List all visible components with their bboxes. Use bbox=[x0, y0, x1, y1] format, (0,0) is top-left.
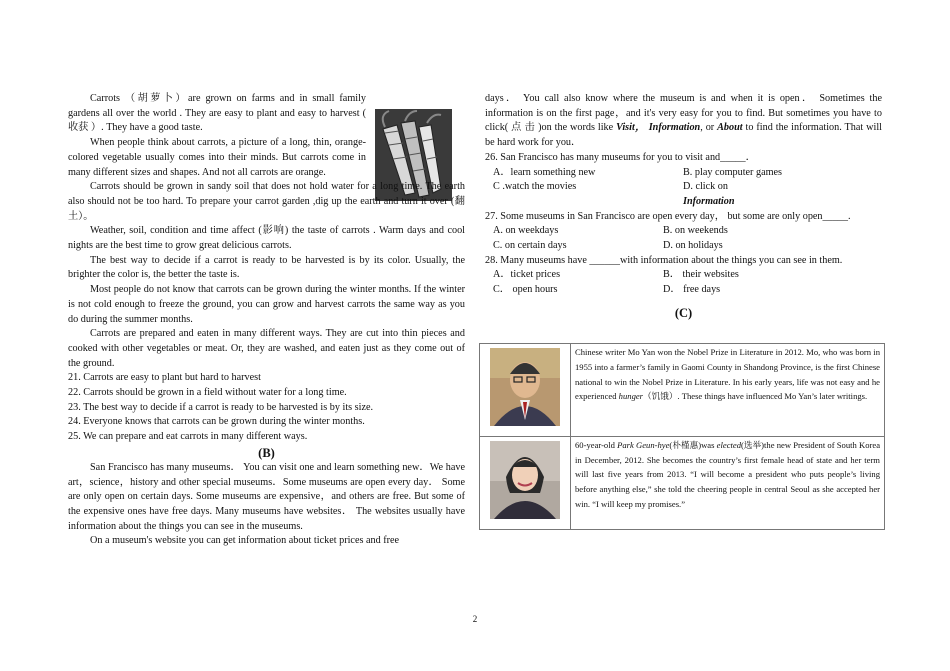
q28-option-b: B． their websites bbox=[663, 269, 739, 281]
or-word: , or bbox=[700, 122, 715, 134]
q27-option-a: A. on weekdays bbox=[493, 225, 559, 237]
mo-yan-text bbox=[571, 344, 885, 437]
q26-option-c: C .watch the movies bbox=[493, 181, 577, 193]
q27-options-row-2 bbox=[485, 239, 882, 254]
statement-23: 23. The best way to decide if a carrot is ready to be harvested is by its size. bbox=[68, 401, 374, 413]
statement-22: 22. Carrots should be grown in a field without water for a long time. bbox=[68, 387, 347, 399]
section-c-heading: (C) bbox=[674, 305, 693, 320]
mo-yan-text-2: （饥饿）. These things have influenced Mo Yan’s later writings. bbox=[643, 391, 868, 402]
carrots-paragraph-4: Weather, soil, condition and time affect (影响) the taste of carrots . Warm days and cool nights are the best time to grow great delicious carrots. bbox=[68, 225, 465, 252]
q26-option-a: A．learn something new bbox=[493, 166, 596, 178]
museum-paragraph-2 bbox=[485, 92, 882, 151]
carrots-paragraph-2: When people think about carrots, a picture of a long, thin, orange-colored vegetable usually comes into their minds. But carrots come in many different sizes and shapes. And not all carrots are orange. bbox=[68, 137, 366, 178]
q28-options-row-2 bbox=[485, 283, 882, 298]
question-27: 27. Some museums in San Francisco are open every day， but some are only open_____. bbox=[485, 210, 851, 222]
table-row-mo-yan bbox=[480, 344, 885, 437]
q28-options-row-1 bbox=[485, 268, 882, 283]
carrots-paragraph-1: Carrots （胡萝卜）are grown on farms and in small family gardens all over the world . They are easy to plant and easy to harvest ( 收获 ）. They have a good taste. bbox=[68, 93, 366, 134]
park-geun-hye-text bbox=[571, 436, 885, 529]
q28-option-d: D． free days bbox=[663, 284, 721, 296]
mo-yan-photo-cell bbox=[480, 344, 571, 437]
park-geun-hye-photo bbox=[480, 437, 570, 524]
mo-yan-text-1: Chinese writer Mo Yan won the Nobel Prize in Literature in 2012. Mo, who was born in 1955 into a farmer’s family in Gaomi County in Shandong Province, is the first Chinese national to win the Nobel Prize in Literature. In his early years, life was not easy and he experienced bbox=[575, 347, 880, 402]
carrots-paragraph-3-text: Carrots should be grown in sandy soil that does not hold water for a long time. The earth also should not be too hard. To prepare your carrot garden ,dig up the earth and turn it over (翻土）。 bbox=[68, 181, 465, 222]
q28-option-c: C． open hours bbox=[493, 284, 558, 296]
q26-option-d bbox=[683, 180, 735, 209]
question-26: 26. San Francisco has many museums for you to visit and_____． bbox=[485, 151, 756, 163]
q26-option-d-pre: D. click on bbox=[683, 181, 728, 193]
museum-paragraph-2-start: On a museum's website you can get information about ticket prices and free bbox=[90, 535, 400, 547]
park-name: Park Geun-hye bbox=[617, 439, 670, 450]
news-table bbox=[479, 343, 885, 530]
visit-word: Visit， bbox=[616, 122, 646, 134]
question-28: 28. Many museums have ______with information about the things you can see in them. bbox=[485, 254, 843, 266]
statement-25: 25. We can prepare and eat carrots in many different ways. bbox=[68, 431, 308, 443]
elected-word: elected bbox=[716, 439, 742, 450]
carrots-paragraph-7: Carrots are prepared and eaten in many different ways. They are cut into thin pieces and cooked with other vegetables or meat. Or, they are washed, and eaten just as they come out of the ground. bbox=[68, 328, 465, 369]
q27-option-d: D. on holidays bbox=[663, 240, 723, 252]
statement-21: 21. Carrots are easy to plant but hard to harvest bbox=[68, 372, 261, 384]
q26-options-row-1 bbox=[485, 166, 882, 181]
statement-24: 24. Everyone knows that carrots can be grown during the winter months. bbox=[68, 416, 365, 428]
q27-options-row-1 bbox=[485, 224, 882, 239]
information-word: Information bbox=[648, 122, 701, 134]
q27-option-c: C. on certain days bbox=[493, 240, 567, 252]
q28-option-a: A．ticket prices bbox=[493, 269, 561, 281]
museum-paragraph-2-text: days． You call also know where the museum is and when it is open． Sometimes the information is on the first page，and it's very easy for you to find. But sometimes you have to click( 点 击 )on the words like bbox=[485, 93, 882, 134]
park-text: (选举)the new President of South Korea in December, 2012. She becomes the country’s first female head of state and her term will last five years from 2013. “I will become a president who puts people’s living before anything else,” she told the cheering people in central Seoul as she accepted her win. “I will keep my promises.” bbox=[575, 439, 881, 509]
carrots-paragraph-6: Most people do not know that carrots can be grown during the winter months. If the winter is not cold enough to freeze the ground, you can grow and harvest carrots the same way as you do during the summer months. bbox=[68, 284, 465, 325]
about-word: About bbox=[717, 122, 743, 134]
museum-paragraph-1: San Francisco has many museums． You can visit one and learn something new．We have art，science，history and other special museums．Some museums are open every day． Some are only open on certain days. Some museums are expensive，and others are free. But some of the expensive ones have free days. Many museums have websites． The websites usually have information about the things you can see in the museums. bbox=[68, 461, 465, 532]
q26-options-row-2 bbox=[485, 180, 882, 209]
q26-option-d-em: Information bbox=[683, 195, 735, 207]
table-row-park-geun-hye bbox=[480, 436, 885, 529]
carrots-paragraph-3 bbox=[68, 180, 465, 224]
mo-yan-photo bbox=[480, 344, 570, 431]
park-photo-cell bbox=[480, 436, 571, 529]
park-text-pre: 60-year-old bbox=[575, 439, 615, 450]
hunger-word: hunger bbox=[618, 391, 644, 402]
q27-option-b: B. on weekends bbox=[663, 225, 728, 237]
section-b-heading: (B) bbox=[258, 445, 275, 460]
q26-option-b: B. play computer games bbox=[683, 166, 783, 178]
carrots-paragraph-5: The best way to decide if a carrot is ready to be harvested is by its color. Usually, the brighter the color is, the better the taste is. bbox=[68, 254, 465, 281]
park-mid: (朴槿惠)was bbox=[669, 439, 715, 450]
right-column bbox=[485, 92, 882, 321]
paragraph-2-end: to find the information. That will be hard work for you． bbox=[485, 122, 882, 149]
left-column bbox=[68, 92, 465, 549]
page-number: 2 bbox=[472, 614, 478, 624]
